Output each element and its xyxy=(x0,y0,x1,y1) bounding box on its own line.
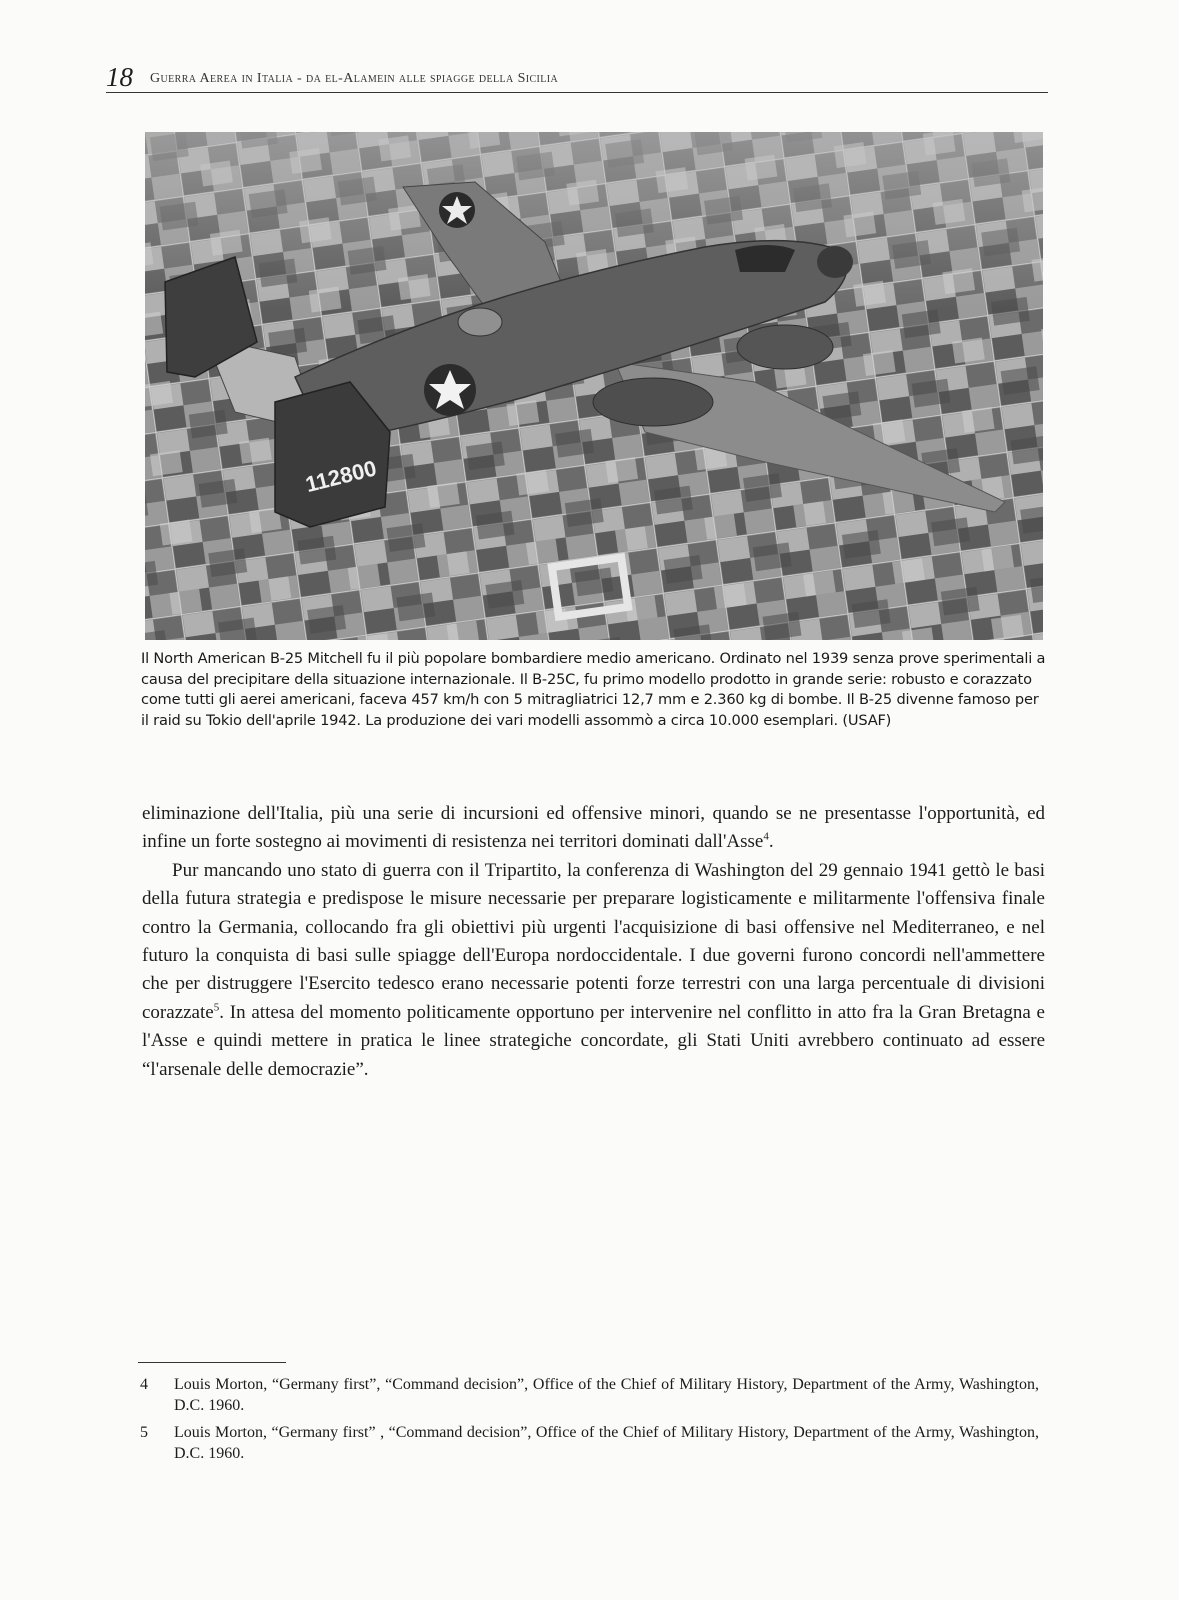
footnote-ref-5[interactable]: 5 xyxy=(213,1001,220,1014)
paragraph-2: Pur mancando uno stato di guerra con il Tripartito, la conferenza di Washington del 29 gennaio 1941 gettò le basi della futura strategia e predispose le misure necessarie per preparare logisticamente e militarmente l'offensiva finale contro la Germania, collocando fra gli obiettivi più urgenti l'acquisizione di basi offensive nel Mediterraneo, e nel futuro la conquista di basi sulle spiagge dell'Europa nordoccidentale. I due governi furono concordi nell'ammettere che per distruggere l'Esercito tedesco erano necessarie potenti forze terrestri con una larga percentuale di divisioni corazzate$^5$. In attesa del momento politicamente opportuno per intervenire nel conflitto in atto fra la Gran Bretagna e l'Asse e quindi mettere in pratica le linee strategiche concordate, gli Stati Uniti avrebbero continuato ad essere “l'arsenale delle democrazie”. xyxy=(142,859,1045,1080)
page-number: 18 xyxy=(106,62,133,92)
footnote-5 xyxy=(137,1422,1039,1464)
footnote-text: Louis Morton, “Germany first”, “Command decision”, Office of the Chief of Military History, Department of the Army, Washington, D.C. 1960. xyxy=(174,1376,1039,1414)
footnotes xyxy=(137,1374,1039,1470)
footnote-divider xyxy=(138,1362,286,1363)
page-header xyxy=(106,62,1048,93)
footnote-text: Louis Morton, “Germany first” , “Command decision”, Office of the Chief of Military History, Department of the Army, Washington, D.C. 1960. xyxy=(174,1424,1039,1462)
main-text xyxy=(142,800,1045,1084)
tail-number: 112800 xyxy=(302,455,380,498)
footnote-4 xyxy=(137,1374,1039,1416)
footnote-number: 5 xyxy=(140,1424,148,1441)
photo-caption: Il North American B-25 Mitchell fu il più popolare bombardiere medio americano. Ordinato nel 1939 senza prove sperimentali a causa del precipitare della situazione internazionale. Il B-25C, fu primo modello prodotto in grande serie: robusto e corazzato come tutti gli aerei americani, faceva 457 km/h con 5 mitragliatrici 12,7 mm e 2.360 kg di bombe. Il B-25 divenne famoso per il raid su Tokio dell'aprile 1942. La produzione dei vari modelli assommò a circa 10.000 esemplari. (USAF) xyxy=(141,650,1046,729)
b25-photograph xyxy=(145,132,1043,640)
footnote-number: 4 xyxy=(140,1376,148,1393)
footnote-ref-4[interactable]: 4 xyxy=(763,831,769,844)
paragraph-1: eliminazione dell'Italia, più una serie di incursioni ed offensive minori, quando se ne presentasse l'opportunità, ed infine un forte sostegno ai movimenti di resistenza nei territori dominati dall'Asse$^4$. xyxy=(142,803,1045,853)
running-title: Guerra Aerea in Italia - da el-Alamein alle spiagge della Sicilia xyxy=(150,71,559,86)
